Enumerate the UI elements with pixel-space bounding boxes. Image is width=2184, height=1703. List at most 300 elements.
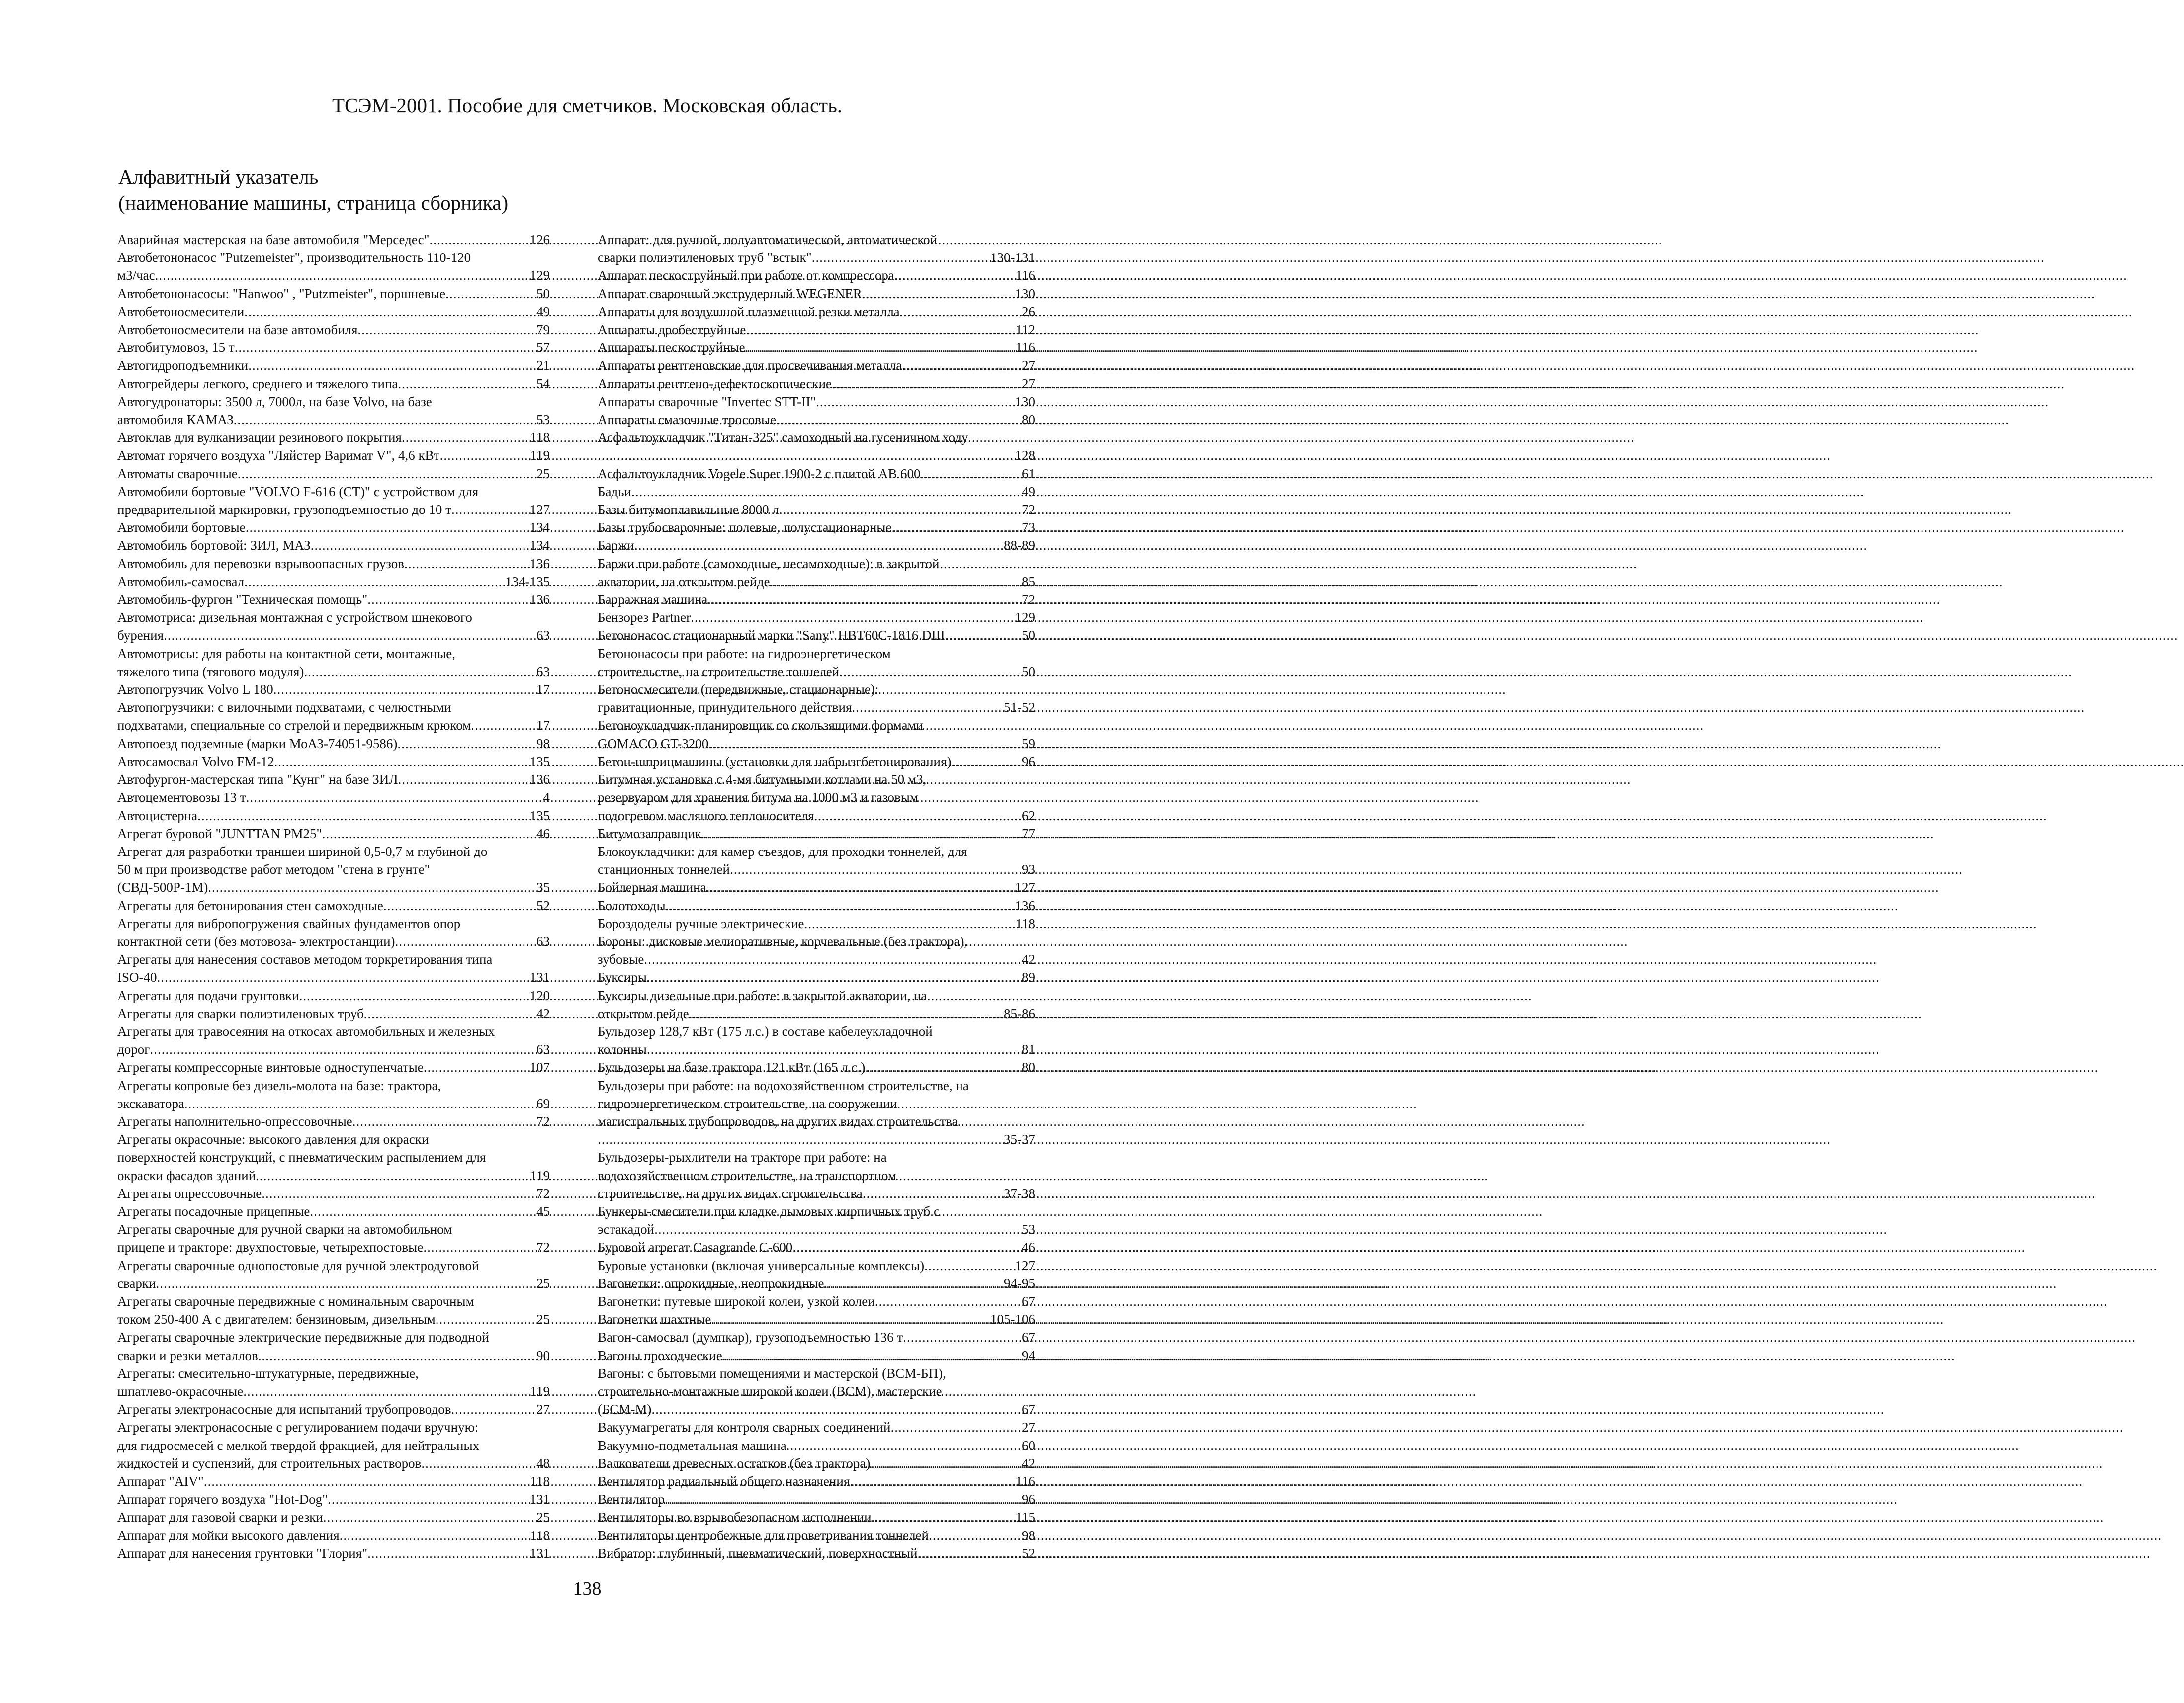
index-entry-page: 105-106 [990, 1312, 1035, 1327]
index-entry-last-line [117, 446, 550, 464]
index-entry-page: 69 [536, 1096, 550, 1111]
index-entry-text: подогревом масляного теплоносителя [598, 808, 814, 823]
index-entry-text: Вентилятор радиальный общего назначения [598, 1474, 850, 1489]
index-entry-page: 80 [1022, 1060, 1035, 1075]
index-entry-text: Вентиляторы во взрывобезопасном исполнении [598, 1510, 872, 1525]
index-entry-last-line [598, 1005, 1035, 1022]
dot-leader [364, 1005, 535, 1022]
index-entry-text: гидроэнергетическом строительстве, на сооружении [598, 1096, 897, 1111]
index-entry-page: 126 [529, 232, 550, 247]
index-entry-last-line [598, 698, 1035, 716]
index-entry-page: 81 [1022, 1042, 1035, 1057]
index-entry-last-line [598, 1220, 1035, 1238]
index-entry [117, 681, 550, 698]
dot-leader [770, 573, 1021, 591]
index-entry-last-line [117, 303, 550, 321]
index-entry [117, 698, 550, 734]
index-entry-page: 116 [1015, 1474, 1035, 1489]
dot-leader [865, 1058, 1021, 1076]
index-entry-text: водохозяйственном строительстве, на транспортном [598, 1168, 897, 1183]
index-entry-text: Агрегаты для нанесения составов методом торкретирования типа [117, 952, 493, 967]
index-entry-text: Автогидроподъемники [117, 358, 249, 373]
index-entry [117, 303, 550, 321]
dot-leader [814, 807, 1021, 825]
index-entry-text: Аппараты дробеструйные [598, 322, 746, 338]
index-entry [117, 249, 550, 284]
index-entry-text: строительстве, на других видах строительства [598, 1186, 863, 1201]
dot-leader [436, 1310, 535, 1328]
dot-leader [666, 897, 1014, 915]
index-entry-page: 131 [529, 1545, 550, 1561]
index-entry-text: акватории, на открытом рейде [598, 574, 770, 589]
index-entry-last-line [598, 1310, 1035, 1328]
index-entry-text: Бороны: дисковые мелиоративные, корчевальные (без трактора), [598, 934, 968, 949]
index-entry-page: 98 [536, 736, 550, 751]
index-entry-last-line [117, 681, 550, 698]
index-entry-page: 118 [530, 1474, 550, 1489]
index-entry-last-line [598, 393, 1035, 411]
dot-leader [816, 393, 1014, 411]
index-entry-text: подхватами, специальные со стрелой и передвижным крюком [117, 718, 471, 733]
index-entry-text: Бульдозеры-рыхлители на тракторе при работе: на [598, 1150, 887, 1165]
dot-leader [234, 411, 535, 428]
dot-leader [430, 231, 529, 249]
index-entry-last-line [598, 1454, 1035, 1472]
dot-leader [358, 321, 535, 339]
index-entry [598, 1454, 1035, 1472]
index-entry [598, 375, 1035, 393]
index-entry-page: 61 [1022, 466, 1035, 481]
dot-leader [256, 1167, 529, 1185]
index-entry-last-line [117, 555, 550, 573]
index-entry [598, 483, 1035, 501]
dot-leader [786, 1437, 1021, 1454]
index-entry-page: 72 [536, 1113, 550, 1129]
index-entry [598, 266, 1035, 284]
index-entry [117, 1058, 550, 1076]
dot-leader [902, 356, 1021, 374]
index-entry-page: 52 [1022, 1545, 1035, 1561]
index-entry-page: 60 [1022, 1438, 1035, 1453]
dot-leader [722, 1347, 1021, 1364]
dot-leader [395, 933, 535, 950]
index-entry-text: предварительной маркировки, грузоподъемностью до 10 т [117, 502, 451, 517]
index-entry-text: дорог [117, 1042, 150, 1057]
index-entry-last-line [598, 1544, 1035, 1562]
index-entry-page: 50 [536, 286, 550, 301]
index-entry [598, 1544, 1035, 1562]
dot-leader [850, 1472, 1014, 1490]
index-entry-last-line [598, 1185, 1035, 1202]
dot-leader [157, 968, 529, 986]
index-entry-last-line [598, 1257, 1035, 1275]
index-entry-text: Вагонетки: путевые широкой колеи, узкой колеи [598, 1293, 875, 1309]
index-entry-page: 62 [1022, 808, 1035, 823]
index-entry-text: Агрегаты для бетонирования стен самоходные [117, 898, 383, 913]
index-entry-page: 94 [1022, 1348, 1035, 1363]
index-entry [598, 1437, 1035, 1454]
index-entry-text: открытом рейде [598, 1006, 689, 1021]
index-entry-last-line [117, 285, 550, 303]
index-entry-text: Автопогрузчик Volvo L 180 [117, 682, 273, 697]
index-entry-page: 131 [529, 970, 550, 985]
index-entry-text: Аппарат "AIV" [117, 1474, 204, 1489]
index-entry-page: 96 [1022, 1492, 1035, 1507]
index-entry [598, 843, 1035, 878]
index-entry-text: Автобитумовоз, 15 т [117, 340, 235, 355]
index-entry-page: 118 [530, 1528, 550, 1543]
index-entry-text: жидкостей и суспензий, для строительных растворов [117, 1455, 422, 1471]
index-entry-last-line [598, 1472, 1035, 1490]
dot-leader [383, 897, 535, 915]
index-entry-last-line [117, 968, 550, 986]
index-entry-text: Бойлерная машина [598, 880, 706, 895]
index-entry [117, 1202, 550, 1220]
index-entry-last-line [598, 1418, 1035, 1436]
index-entry-text: Блокоукладчики: для камер съездов, для проходки тоннелей, для [598, 844, 967, 859]
index-entry [117, 608, 550, 644]
dot-leader [598, 1130, 1003, 1148]
index-entry [117, 446, 550, 464]
index-entry-last-line [117, 770, 550, 788]
index-column-right [598, 231, 1035, 1562]
index-entry [117, 1527, 550, 1544]
index-entry-text: GOMACO GT-3200 [598, 736, 709, 751]
index-entry [117, 897, 550, 915]
index-entry-last-line [117, 626, 550, 644]
index-entry-text: Бункеры-смесители при кладке дымовых кирпичных труб с [598, 1203, 940, 1219]
index-entry-page: 72 [1022, 502, 1035, 517]
index-entry-last-line [598, 860, 1035, 878]
index-entry-text: магистральных трубопроводов, на других видах строительства [598, 1113, 958, 1129]
index-entry-page: 35-37 [1004, 1132, 1035, 1147]
index-entry-page: 54 [536, 376, 550, 391]
index-entry-text: окраски фасадов зданий [117, 1168, 256, 1183]
index-entry-text: Автомотрисы: для работы на контактной сети, монтажные, [117, 646, 455, 661]
index-entry-last-line [598, 536, 1035, 554]
index-entry-page: 134 [529, 538, 550, 553]
index-entry-last-line [117, 465, 550, 483]
index-entry-text: Бульдозеры при работе: на водохозяйственном строительстве, на [598, 1078, 969, 1093]
index-entry-last-line [598, 825, 1035, 843]
index-entry-last-line [598, 591, 1035, 608]
index-entry-page: 135 [529, 808, 550, 823]
index-entry-page: 135 [529, 754, 550, 769]
dot-leader [863, 1185, 1003, 1202]
index-entry-last-line [598, 897, 1035, 915]
index-entry [598, 1275, 1035, 1292]
index-entry-last-line [117, 536, 550, 554]
index-entry-page: 17 [536, 718, 550, 733]
index-entry-text: Вентиляторы центробежные для проветривания тоннелей [598, 1528, 929, 1543]
index-entry-page: 46 [536, 826, 550, 841]
index-entry-text: Бетоносмесители (передвижные, стационарные): [598, 682, 879, 697]
index-entry-last-line [117, 1544, 550, 1562]
dot-leader [323, 1508, 535, 1526]
index-entry [117, 1328, 550, 1364]
index-entry [117, 1472, 550, 1490]
index-entry-page: 73 [1022, 520, 1035, 535]
index-entry-text: Автоцистерна [117, 808, 198, 823]
index-entry [117, 1077, 550, 1112]
index-entry-text: Автомат горячего воздуха "Ляйстер Варимат V", 4,6 кВт [117, 448, 440, 463]
index-entry-text: Автоматы сварочные [117, 466, 238, 481]
index-entry-text: Вагон-самосвал (думпкар), грузоподъемностью 136 т [598, 1330, 903, 1345]
index-entry-page: 85 [1022, 574, 1035, 589]
index-entry-text: Баржи [598, 538, 635, 553]
dot-leader [398, 770, 529, 788]
index-entry-page: 98 [1022, 1528, 1035, 1543]
dot-leader [439, 446, 529, 464]
index-entry-text: сварки и резки металлов [117, 1348, 258, 1363]
dot-leader [708, 735, 1021, 753]
index-entry [598, 1472, 1035, 1490]
dot-leader [156, 1275, 535, 1292]
index-entry-text: Автоклав для вулканизации резинового покрытия [117, 430, 402, 445]
dot-leader [273, 681, 535, 698]
index-entry-last-line [117, 807, 550, 825]
index-entry [117, 915, 550, 950]
dot-leader [244, 573, 504, 591]
index-entry-text: Бетон-шприцмашины (установки для набрызгбетонирования) [598, 754, 952, 769]
index-entry-last-line [117, 1472, 550, 1490]
dot-leader [665, 1490, 1021, 1508]
index-entry-page: 63 [536, 628, 550, 643]
index-entry-page: 136 [1015, 898, 1035, 913]
index-entry-last-line [117, 339, 550, 356]
index-entry-page: 25 [536, 1276, 550, 1291]
index-entry-text: Базы битумоплавильные 8000 л [598, 502, 779, 517]
index-entry-last-line [598, 375, 1035, 393]
index-entry [117, 1005, 550, 1022]
index-entry-last-line [117, 1454, 550, 1472]
index-entry-last-line [598, 303, 1035, 321]
index-entry-page: 127 [529, 502, 550, 517]
index-entry-last-line [117, 1058, 550, 1076]
index-entry-last-line [117, 501, 550, 518]
dot-leader [890, 1418, 1021, 1436]
index-entry-last-line [117, 1202, 550, 1220]
index-entry-text: прицепе и тракторе: двухпостовые, четырехпостовые [117, 1240, 424, 1255]
index-entry [117, 807, 550, 825]
index-entry-text: контактной сети (без мотовоза- электростанции) [117, 934, 395, 949]
index-entry-page: 25 [536, 1510, 550, 1525]
index-entry-text: Автомотриса: дизельная монтажная с устройством шнекового [117, 610, 472, 625]
index-entry [598, 555, 1035, 591]
index-entry-page: 129 [529, 268, 550, 283]
index-entry-last-line [117, 1400, 550, 1418]
index-entry [117, 788, 550, 806]
index-entry [598, 1364, 1035, 1419]
index-entry-page: 119 [530, 1168, 550, 1183]
index-entry-page: 116 [1015, 268, 1035, 283]
index-entry-text: Вагоны проходческие [598, 1348, 722, 1363]
dot-leader [197, 807, 528, 825]
index-entry-text: Болотоходы [598, 898, 666, 913]
index-entry [598, 339, 1035, 356]
index-entry [598, 878, 1035, 896]
index-entry-page: 50 [1022, 628, 1035, 643]
index-entry-page: 45 [536, 1203, 550, 1219]
index-entry-text: поверхностей конструкций, с пневматическим распылением для [117, 1150, 486, 1165]
index-entry [117, 1364, 550, 1400]
index-entry [117, 1418, 550, 1472]
index-entry [598, 303, 1035, 321]
index-entry-page: 115 [1015, 1510, 1035, 1525]
index-entry-last-line [117, 1508, 550, 1526]
dot-leader [451, 501, 529, 518]
index-entry-text: Битумозаправщик [598, 826, 701, 841]
index-entry [598, 915, 1035, 933]
dot-leader [951, 753, 1021, 770]
index-entry-last-line [598, 1527, 1035, 1544]
index-entry-text: Автомобили бортовые "VOLVO F-616 (CT)" с устройством для [117, 484, 479, 499]
index-entry-page: 49 [536, 304, 550, 319]
dot-leader [945, 626, 1021, 644]
index-entry-text: Автомобиль-самосвал [117, 574, 245, 589]
index-entry-page: 136 [529, 592, 550, 607]
index-entry-text: Автомобиль бортовой: ЗИЛ, МАЗ [117, 538, 311, 553]
index-entry [117, 1112, 550, 1130]
page-number: 138 [573, 1578, 602, 1599]
index-entry-text: Автомобиль-фургон "Техническая помощь" [117, 592, 368, 607]
index-entry [117, 1544, 550, 1562]
index-entry-last-line [598, 1347, 1035, 1364]
index-entry-text: Бульдозеры на базе трактора 121 кВт (165 л.с.) [598, 1060, 866, 1075]
index-entry-text: Аппарат сварочный экструдерный WEGENER [598, 286, 862, 301]
index-entry-page: 27 [1022, 376, 1035, 391]
dot-leader [248, 356, 535, 374]
index-entry [117, 483, 550, 518]
index-entry-last-line [598, 1437, 1035, 1454]
index-entry-page: 37-38 [1004, 1186, 1035, 1201]
index-entry-text: Автоцементовозы 13 т [117, 790, 246, 805]
index-entry-last-line [117, 753, 550, 770]
index-entry-last-line [598, 249, 1035, 266]
dot-leader [730, 860, 1021, 878]
index-entry-text: Буровой агрегат Casagrande C-600 [598, 1240, 793, 1255]
index-entry [598, 428, 1035, 464]
index-entry [117, 645, 550, 681]
dot-leader [398, 375, 535, 393]
index-entry-last-line [598, 1292, 1035, 1310]
dot-leader [445, 285, 535, 303]
index-entry [117, 753, 550, 770]
index-entry [598, 681, 1035, 716]
index-entry-page: 72 [1022, 592, 1035, 607]
dot-leader [920, 465, 1021, 483]
dot-leader [634, 536, 1003, 554]
index-title [118, 164, 715, 216]
index-entry-text: Агрегаты для травосеяния на откосах автомобильных и железных [117, 1023, 495, 1039]
index-entry-page: 119 [530, 448, 550, 463]
index-entry-page: 67 [1022, 1330, 1035, 1345]
index-entry-text: Бензорез Partner [598, 610, 691, 625]
index-entry-page: 52 [536, 898, 550, 913]
index-entry-page: 128 [1015, 448, 1035, 463]
index-entry-page: 120 [529, 988, 550, 1003]
index-entry-last-line [598, 968, 1035, 986]
index-entry-text: Агрегат для разработки траншеи шириной 0,5-0,7 м глубиной до [117, 844, 488, 859]
index-entry-text: (БСМ-М) [598, 1402, 652, 1417]
dot-leader [711, 1310, 989, 1328]
dot-leader [872, 1508, 1015, 1526]
dot-leader [397, 735, 535, 753]
index-entry [598, 465, 1035, 483]
index-entry-text: Автомобиль для перевозки взрывоопасных грузов [117, 556, 405, 571]
index-entry-last-line [117, 1167, 550, 1185]
index-entry-last-line [598, 339, 1035, 356]
index-entry-text: Баржи при работе (самоходные, несамоходные): в закрытой [598, 556, 940, 571]
dot-leader [352, 1112, 535, 1130]
index-entry-text: 50 м при производстве работ методом "стена в грунте" [117, 862, 430, 877]
index-entry-text: Агрегаты компрессорные винтовые одноступенчатые [117, 1060, 424, 1075]
index-entry-text: Автопоезд подземные (марки МоАЗ-74051-9586) [117, 736, 398, 751]
dot-leader [900, 303, 1021, 321]
index-entry [117, 1185, 550, 1202]
index-entry-page: 57 [536, 340, 550, 355]
index-entry [117, 356, 550, 374]
index-entry-text: Вакуумно-подметальная машина [598, 1438, 786, 1453]
dot-leader [647, 968, 1021, 986]
index-entry-text: для гидросмесей с мелкой твердой фракцией, для нейтральных [117, 1438, 480, 1453]
index-entry-text: Агрегаты опрессовочные [117, 1186, 262, 1201]
index-entry-page: 25 [536, 466, 550, 481]
index-entry [117, 555, 550, 573]
index-entry [117, 339, 550, 356]
index-entry-text: резервуаром для хранения битума на 1000 м3 и газовым [598, 790, 919, 805]
index-entry-last-line [598, 950, 1035, 968]
index-entry-page: 127 [1015, 880, 1035, 895]
dot-leader [894, 266, 1015, 284]
index-entry-last-line [598, 663, 1035, 681]
index-entry-page: 116 [1015, 340, 1035, 355]
index-entry [598, 968, 1035, 986]
index-entry [117, 285, 550, 303]
index-entry-text: током 250-400 А с двигателем: бензиновым, дизельным [117, 1312, 436, 1327]
index-entry-last-line [117, 1347, 550, 1364]
index-entry-page: 63 [536, 934, 550, 949]
index-entry-last-line [598, 735, 1035, 753]
index-entry-text: Аппараты рентгено-дефектоскопические [598, 376, 832, 391]
index-entry [117, 950, 550, 986]
index-entry [598, 987, 1035, 1022]
index-entry-last-line [117, 1527, 550, 1544]
dot-leader [852, 698, 1003, 716]
index-entry-page: 107 [529, 1060, 550, 1075]
index-entry [117, 987, 550, 1005]
index-entry-last-line [598, 411, 1035, 428]
dot-leader [691, 608, 1014, 626]
index-entry-page: 27 [536, 1402, 550, 1417]
index-entry [117, 735, 550, 753]
index-entry [598, 1077, 1035, 1149]
index-entry-text: сварки [117, 1276, 156, 1291]
dot-leader [311, 536, 529, 554]
index-entry-page: 49 [1022, 484, 1035, 499]
index-entry-last-line [598, 915, 1035, 933]
dot-leader [322, 825, 535, 843]
index-entry-last-line [598, 1328, 1035, 1346]
index-entry [598, 1490, 1035, 1508]
dot-leader [924, 1257, 1014, 1275]
dot-leader [875, 1292, 1021, 1310]
index-entry-page: 93 [1022, 862, 1035, 877]
dot-leader [238, 465, 535, 483]
index-entry-text: Вакуумагрегаты для контроля сварных соединений [598, 1420, 891, 1435]
dot-leader [707, 591, 1021, 608]
dot-leader [424, 1058, 529, 1076]
